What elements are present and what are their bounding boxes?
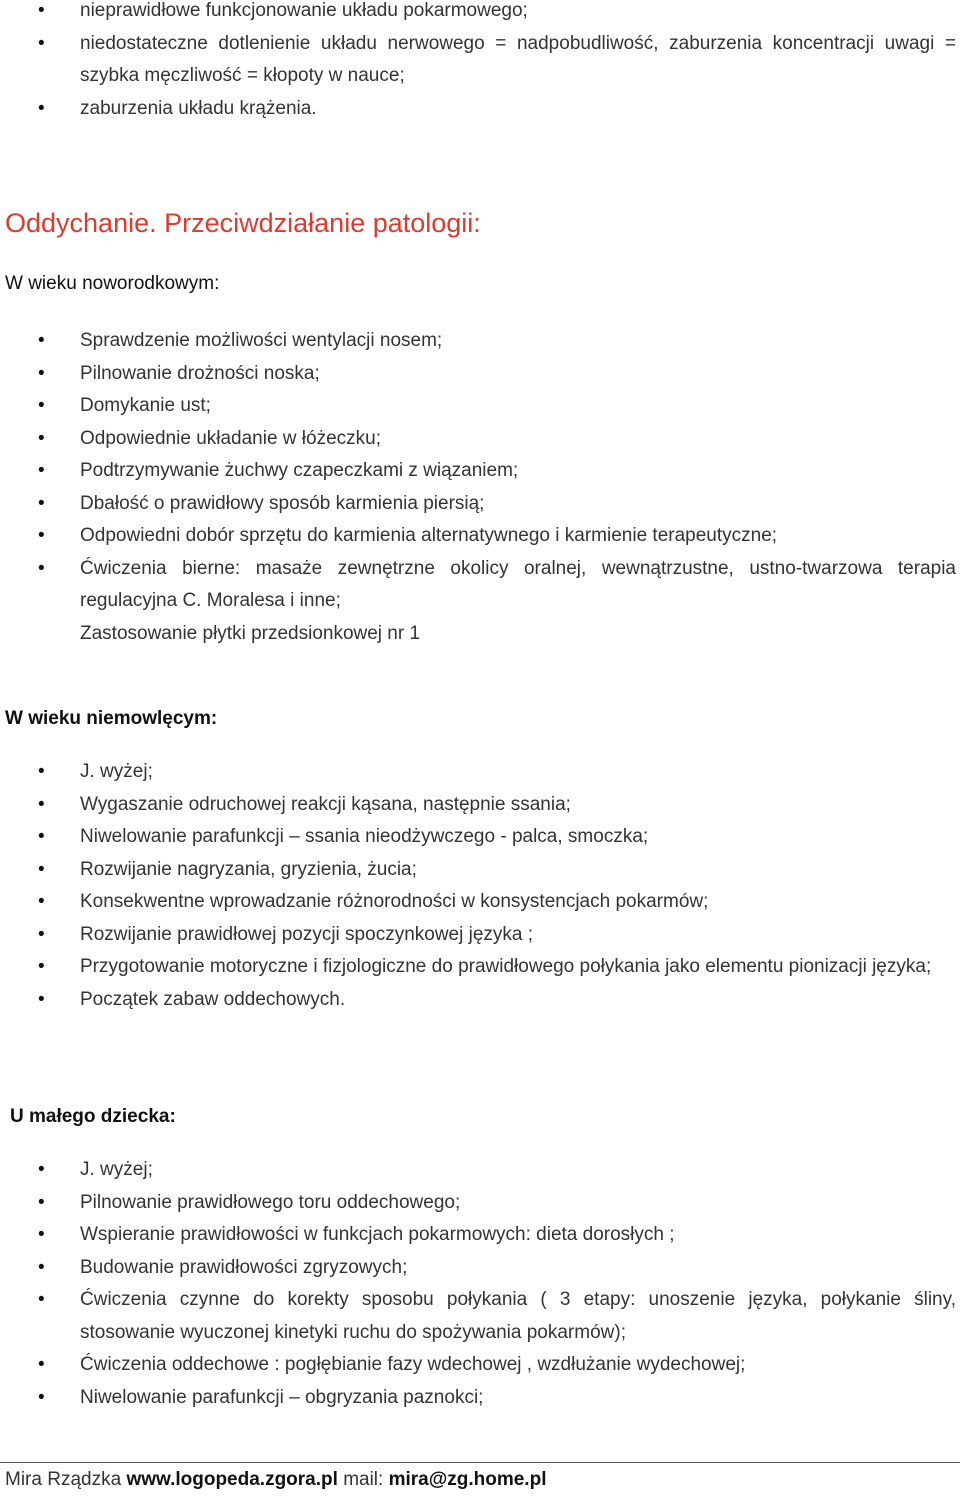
list-item: • Pilnowanie prawidłowego toru oddechowego; (0, 1187, 960, 1220)
list-item: • Rozwijanie prawidłowej pozycji spoczynkowej języka ; (0, 919, 960, 952)
bullet-icon: • (38, 1256, 45, 1278)
bullet-icon: • (38, 1224, 45, 1245)
bullet-icon: • (38, 761, 45, 782)
bullet-icon: • (38, 1354, 45, 1375)
list-item: • Ćwiczenia bierne: masaże zewnętrzne okolicy oralnej, wewnątrzustne, ustno-twarzowa terapia regulacyjna C. Moralesa i inne; (0, 553, 960, 618)
newborn-extra-line: Zastosowanie płytki przedsionkowej nr 1 (80, 623, 421, 644)
list-item: • Odpowiednie układanie w łóżeczku; (0, 423, 960, 456)
list-item: • niedostateczne dotlenienie układu nerwowego = nadpobudliwość, zaburzenia koncentracji uwagi = szybka męczliwość = kłopoty w nauce; (0, 28, 960, 93)
top-bullet-list (0, 0, 960, 125)
list-item: • Budowanie prawidłowości zgryzowych; (0, 1252, 960, 1285)
list-item: • Domykanie ust; (0, 390, 960, 423)
footer-mail-label: mail: (343, 1469, 384, 1490)
bullet-icon: • (38, 793, 45, 815)
bullet-icon: • (38, 395, 45, 416)
child-list (0, 1154, 960, 1414)
heading-infant: W wieku niemowlęcym: (5, 708, 218, 729)
bullet-icon: • (38, 525, 45, 546)
list-item: • Przygotowanie motoryczne i fizjologiczne do prawidłowego połykania jako elementu pionizacji języka; (0, 951, 960, 984)
list-item: • Niwelowanie parafunkcji – obgryzania paznokci; (0, 1382, 960, 1415)
list-item: • Dbałość o prawidłowy sposób karmienia piersią; (0, 488, 960, 521)
heading-newborn: W wieku noworodkowym: (5, 273, 220, 294)
bullet-icon: • (38, 1191, 45, 1213)
infant-list (0, 756, 960, 1016)
bullet-icon: • (38, 858, 45, 880)
list-item: • nieprawidłowe funkcjonowanie układu pokarmowego; (0, 0, 960, 28)
bullet-icon: • (38, 923, 45, 945)
list-item: • Pilnowanie drożności noska; (0, 358, 960, 391)
heading-child: U małego dziecka: (10, 1106, 176, 1127)
footer-divider (0, 1462, 960, 1463)
title-part2: Przeciwdziałanie patologii: (164, 208, 481, 238)
bullet-icon: • (38, 557, 45, 579)
list-item: • Wygaszanie odruchowej reakcji kąsana, następnie ssania; (0, 789, 960, 822)
list-item: • Początek zabaw oddechowych. (0, 984, 960, 1017)
bullet-icon: • (38, 427, 45, 449)
bullet-icon: • (38, 1289, 45, 1310)
bullet-icon: • (38, 32, 45, 54)
bullet-icon: • (38, 0, 45, 21)
list-item: • Podtrzymywanie żuchwy czapeczkami z wiązaniem; (0, 455, 960, 488)
list-item: • Konsekwentne wprowadzanie różnorodności w konsystencjach pokarmów; (0, 886, 960, 919)
newborn-list (0, 325, 960, 618)
list-item: • Niwelowanie parafunkcji – ssania nieodżywczego - palca, smoczka; (0, 821, 960, 854)
footer-author: Mira Rządzka (5, 1469, 122, 1490)
list-item: • zaburzenia układu krążenia. (0, 93, 960, 126)
bullet-icon: • (38, 988, 45, 1010)
bullet-icon: • (38, 97, 45, 119)
list-item: • J. wyżej; (0, 1154, 960, 1187)
footer (5, 1469, 546, 1491)
list-item: • Wspieranie prawidłowości w funkcjach pokarmowych: dieta dorosłych ; (0, 1219, 960, 1252)
list-item: • Rozwijanie nagryzania, gryzienia, żucia; (0, 854, 960, 887)
list-item: • Ćwiczenia czynne do korekty sposobu połykania ( 3 etapy: unoszenie języka, połykanie śliny, stosowanie wyuczonej kinetyki ruchu do spożywania pokarmów); (0, 1284, 960, 1349)
section-title (5, 208, 481, 239)
bullet-icon: • (38, 956, 45, 977)
bullet-icon: • (38, 330, 45, 351)
bullet-icon: • (38, 492, 45, 514)
bullet-icon: • (38, 891, 45, 912)
bullet-icon: • (38, 826, 45, 847)
list-item: • Odpowiedni dobór sprzętu do karmienia alternatywnego i karmienie terapeutyczne; (0, 520, 960, 553)
bullet-icon: • (38, 460, 45, 481)
bullet-icon: • (38, 1159, 45, 1180)
bullet-icon: • (38, 362, 45, 384)
footer-email-link[interactable]: mira@zg.home.pl (388, 1469, 547, 1490)
title-part1: Oddychanie. (5, 208, 157, 238)
bullet-icon: • (38, 1386, 45, 1408)
list-item: • J. wyżej; (0, 756, 960, 789)
list-item: • Sprawdzenie możliwości wentylacji nosem; (0, 325, 960, 358)
footer-website-link[interactable]: www.logopeda.zgora.pl (126, 1469, 338, 1490)
list-item: • Ćwiczenia oddechowe : pogłębianie fazy wdechowej , wzdłużanie wydechowej; (0, 1349, 960, 1382)
